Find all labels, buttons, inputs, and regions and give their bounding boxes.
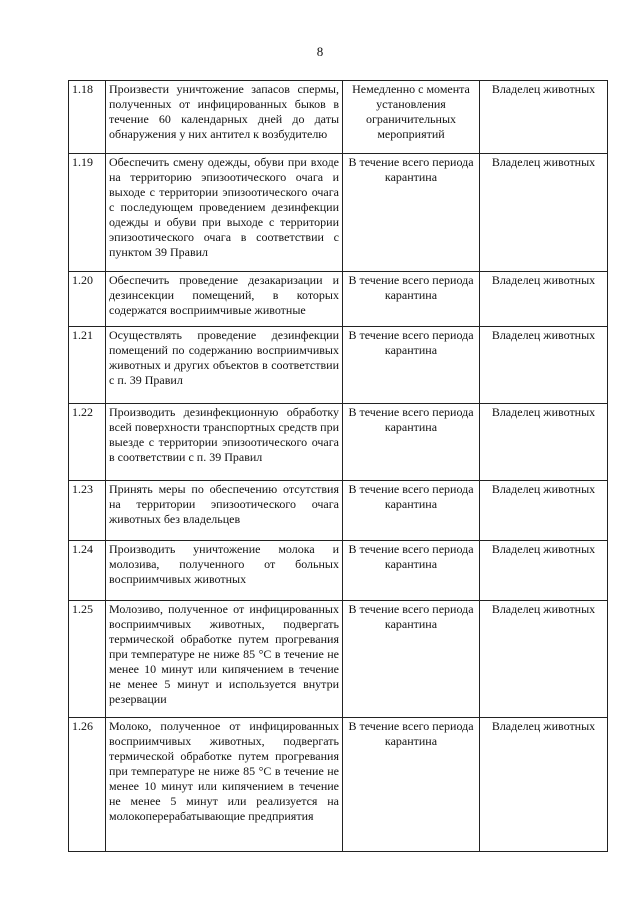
measure-term: В течение всего периода карантина [343, 481, 480, 541]
table-row [69, 404, 608, 481]
measure-term: В течение всего периода карантина [343, 718, 480, 852]
measure-text: Производить уничтожение молока и молозива, полученного от больных восприимчивых животных [106, 541, 343, 601]
measure-text: Молозиво, полученное от инфицированных восприимчивых животных, подвергать термической обработке путем прогревания при температуре не ниже 85 °С в течение не менее 10 минут или кипячением в течение не менее 5 минут и используется внутри резервации [106, 601, 343, 718]
table-row [69, 718, 608, 852]
table-row [69, 327, 608, 404]
measure-text: Принять меры по обеспечению отсутствия на территории эпизоотического очага животных без владельцев [106, 481, 343, 541]
measure-responsible: Владелец животных [480, 81, 608, 154]
row-number: 1.18 [69, 81, 106, 154]
table-row [69, 81, 608, 154]
page-number: 8 [316, 44, 324, 59]
measure-responsible: Владелец животных [480, 718, 608, 852]
measure-term: В течение всего периода карантина [343, 272, 480, 327]
measure-term: В течение всего периода карантина [343, 327, 480, 404]
table-row [69, 481, 608, 541]
measures-table [68, 80, 608, 852]
measure-responsible: Владелец животных [480, 272, 608, 327]
measure-term: В течение всего периода карантина [343, 541, 480, 601]
measure-responsible: Владелец животных [480, 154, 608, 272]
row-number: 1.25 [69, 601, 106, 718]
measure-text: Обеспечить проведение дезакаризации и дезинсекции помещений, в которых содержатся восприимчивые животные [106, 272, 343, 327]
row-number: 1.20 [69, 272, 106, 327]
row-number: 1.19 [69, 154, 106, 272]
table-row [69, 272, 608, 327]
table-row [69, 541, 608, 601]
measure-term: Немедленно с момента установления ограничительных мероприятий [343, 81, 480, 154]
row-number: 1.26 [69, 718, 106, 852]
measure-text: Осуществлять проведение дезинфекции помещений по содержанию восприимчивых животных и других объектов в соответствии с п. 39 Правил [106, 327, 343, 404]
measure-responsible: Владелец животных [480, 327, 608, 404]
row-number: 1.24 [69, 541, 106, 601]
measure-term: В течение всего периода карантина [343, 404, 480, 481]
row-number: 1.22 [69, 404, 106, 481]
measure-text: Молоко, полученное от инфицированных восприимчивых животных, подвергать термической обработке путем прогревания при температуре не ниже 85 °С в течение не менее 10 минут или кипячением в течение не менее 5 минут или реализуется на молокоперерабатывающие предприятия [106, 718, 343, 852]
measure-term: В течение всего периода карантина [343, 601, 480, 718]
row-number: 1.21 [69, 327, 106, 404]
measure-responsible: Владелец животных [480, 404, 608, 481]
measure-text: Произвести уничтожение запасов спермы, полученных от инфицированных быков в течение 60 календарных дней до даты обнаружения у них антител к возбудителю [106, 81, 343, 154]
table-row [69, 601, 608, 718]
measure-text: Производить дезинфекционную обработку всей поверхности транспортных средств при выезде с территории эпизоотического очага в соответствии с п. 39 Правил [106, 404, 343, 481]
row-number: 1.23 [69, 481, 106, 541]
table-row [69, 154, 608, 272]
measure-responsible: Владелец животных [480, 541, 608, 601]
measure-responsible: Владелец животных [480, 601, 608, 718]
measure-responsible: Владелец животных [480, 481, 608, 541]
measure-text: Обеспечить смену одежды, обуви при входе на территорию эпизоотического очага и выходе с территории эпизоотического очага с последующем проведением дезинфекции одежды и обуви при выходе с территории эпизоотического очага в соответствии с пунктом 39 Правил [106, 154, 343, 272]
measure-term: В течение всего периода карантина [343, 154, 480, 272]
